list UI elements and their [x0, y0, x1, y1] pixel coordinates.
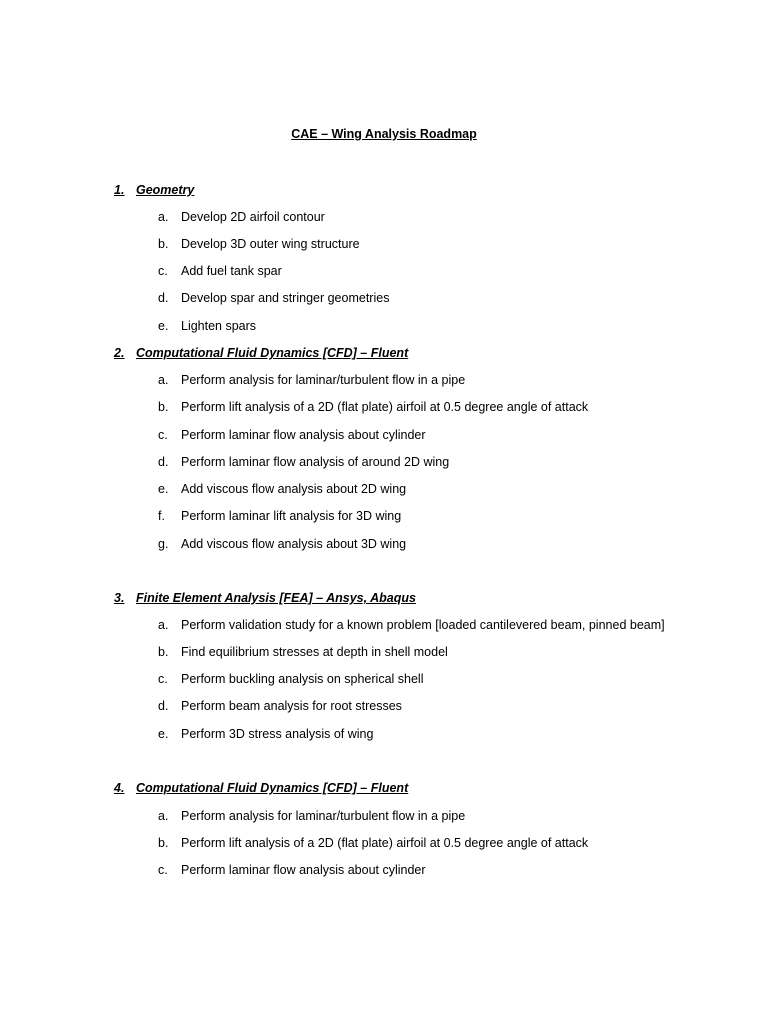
- section-title: Finite Element Analysis [FEA] – Ansys, Abaqus: [136, 591, 416, 605]
- list-item-text: Perform buckling analysis on spherical shell: [181, 672, 424, 686]
- list-item-text: Perform analysis for laminar/turbulent flow in a pipe: [181, 809, 466, 823]
- list-item-letter: a.: [158, 618, 169, 632]
- list-item-letter: d.: [158, 291, 169, 305]
- list-item-text: Develop spar and stringer geometries: [181, 291, 390, 305]
- list-item-letter: d.: [158, 699, 169, 713]
- section-number: 3.: [114, 591, 125, 605]
- list-item-letter: a.: [158, 210, 169, 224]
- list-item-letter: g.: [158, 537, 169, 551]
- section-number: 4.: [114, 781, 125, 795]
- list-item-text: Lighten spars: [181, 319, 257, 333]
- list-item-text: Perform lift analysis of a 2D (flat plate) airfoil at 0.5 degree angle of attack: [181, 400, 589, 414]
- list-item-text: Find equilibrium stresses at depth in shell model: [181, 645, 448, 659]
- list-item-letter: c.: [158, 264, 168, 278]
- list-item-letter: b.: [158, 237, 169, 251]
- list-item-letter: d.: [158, 455, 169, 469]
- list-item-text: Perform laminar lift analysis for 3D wing: [181, 509, 402, 523]
- section-title: Computational Fluid Dynamics [CFD] – Fluent: [136, 781, 409, 795]
- list-item-text: Perform laminar flow analysis of around 2D wing: [181, 455, 450, 469]
- list-item-text: Develop 2D airfoil contour: [181, 210, 325, 224]
- list-item-text: Perform 3D stress analysis of wing: [181, 727, 374, 741]
- section-number: 1.: [114, 183, 125, 197]
- list-item-letter: a.: [158, 809, 169, 823]
- list-item-letter: a.: [158, 373, 169, 387]
- list-item-letter: b.: [158, 836, 169, 850]
- document-title: CAE – Wing Analysis Roadmap: [291, 127, 477, 141]
- list-item-text: Add fuel tank spar: [181, 264, 282, 278]
- list-item-letter: e.: [158, 727, 169, 741]
- list-item-text: Perform laminar flow analysis about cylinder: [181, 863, 426, 877]
- list-item-letter: b.: [158, 645, 169, 659]
- list-item-letter: b.: [158, 400, 169, 414]
- list-item-text: Perform beam analysis for root stresses: [181, 699, 402, 713]
- list-item-letter: e.: [158, 319, 169, 333]
- list-item-text: Add viscous flow analysis about 2D wing: [181, 482, 407, 496]
- list-item-text: Perform validation study for a known problem [loaded cantilevered beam, pinned beam]: [181, 618, 665, 632]
- list-item-text: Perform analysis for laminar/turbulent flow in a pipe: [181, 373, 466, 387]
- list-item-letter: c.: [158, 863, 168, 877]
- list-item-text: Perform lift analysis of a 2D (flat plate) airfoil at 0.5 degree angle of attack: [181, 836, 589, 850]
- list-item-letter: e.: [158, 482, 169, 496]
- list-item-text: Add viscous flow analysis about 3D wing: [181, 537, 407, 551]
- section-number: 2.: [114, 346, 125, 360]
- section-title: Geometry: [136, 183, 195, 197]
- list-item-letter: f.: [158, 509, 165, 523]
- section-title: Computational Fluid Dynamics [CFD] – Fluent: [136, 346, 409, 360]
- list-item-letter: c.: [158, 672, 168, 686]
- list-item-text: Perform laminar flow analysis about cylinder: [181, 428, 426, 442]
- list-item-letter: c.: [158, 428, 168, 442]
- list-item-text: Develop 3D outer wing structure: [181, 237, 360, 251]
